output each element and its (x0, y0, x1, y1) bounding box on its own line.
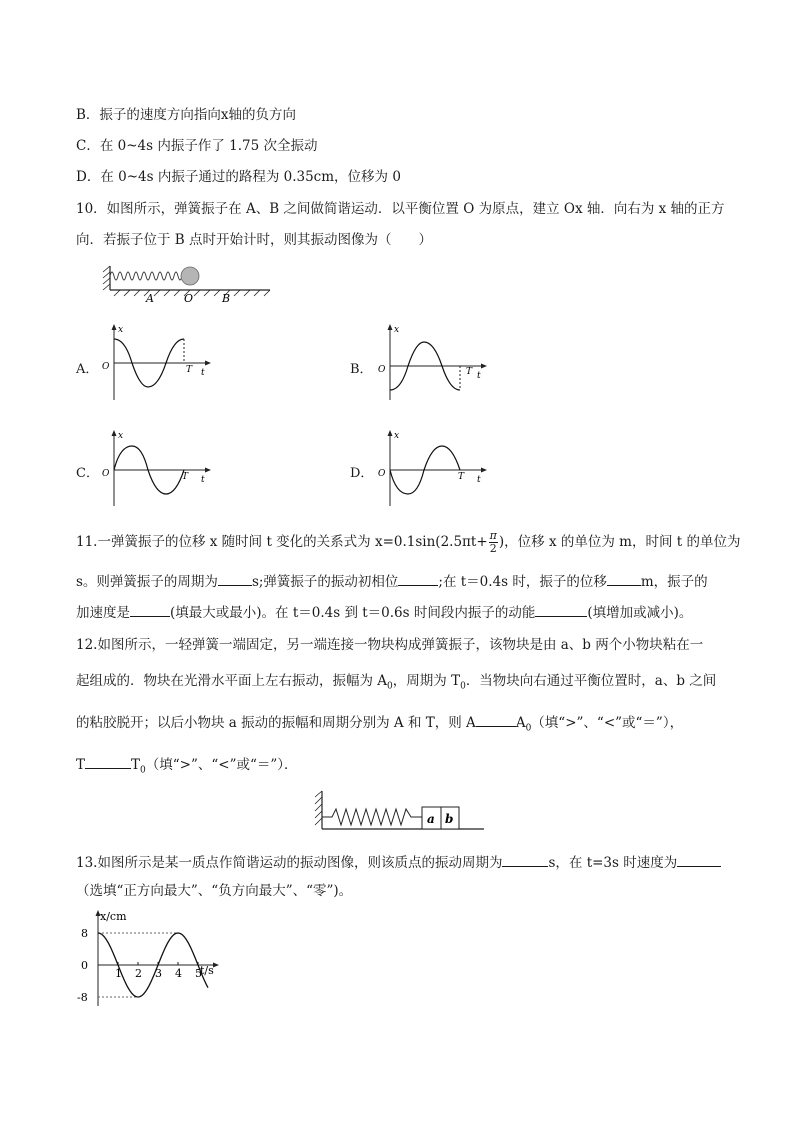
point-label-b: B (222, 292, 231, 304)
q12-stem-line1: 12.如图所示，一轻弹簧一端固定，另一端连接一物块构成弹簧振子，该物块是由 a、b 两个小物块粘在一 (76, 637, 704, 653)
q11-text-2c: ;在 t＝0.4s 时，振子的位移 (438, 574, 607, 590)
q11-stem-line2 (76, 570, 708, 590)
q12-stem-line3 (76, 711, 683, 734)
point-label-a: A (146, 292, 154, 304)
y-tick-label-neg8: -8 (77, 991, 88, 1004)
q12-text-2c: ．当物块向右通过平衡位置时，a、b 之间 (465, 673, 717, 689)
period-label: T (186, 365, 193, 375)
q12-text-4a: T (76, 757, 86, 773)
q11-text-2d: m，振子的 (640, 574, 708, 590)
q12-text-2a: 起组成的．物块在光滑水平面上左右振动，振幅为 A (76, 673, 388, 689)
answer-blank-period[interactable] (502, 854, 548, 867)
axis-x-label: x (394, 431, 400, 441)
x-tick-label: 5 (195, 967, 202, 980)
origin-label: O (102, 362, 110, 372)
q10-spring-figure (100, 262, 275, 304)
q9-option-d: D．在 0~4s 内振子通过的路程为 0.35cm，位移为 0 (76, 169, 401, 185)
q11-text-1b: )，位移 x 的单位为 m，时间 t 的单位为 (498, 534, 741, 550)
q11-text-3b: (填最大或最小)。在 t＝0.4s 到 t＝0.6s 时间段内振子的动能 (170, 605, 536, 621)
origin-label: O (378, 469, 386, 479)
q11-text-2a: s。则弹簧振子的周期为 (76, 574, 218, 590)
q11-stem-line3 (76, 601, 692, 621)
q11-text-3c: (填增加或减小)。 (587, 605, 693, 621)
q10-stem-line2: 向．若振子位于 B 点时开始计时，则其振动图像为（ ） (76, 232, 433, 248)
q13-stem-line2: （选填“正方向最大”、“负方向最大”、“零”)。 (76, 883, 353, 899)
answer-blank-period-compare[interactable] (85, 756, 131, 769)
axis-t-label: t (477, 371, 481, 381)
answer-blank-kinetic-energy[interactable] (535, 604, 587, 617)
q12-text-3b: A (515, 715, 526, 731)
option-b-graph (376, 322, 491, 402)
fraction-numerator: π (489, 529, 497, 542)
y-tick-label-8: 8 (81, 927, 88, 940)
q12-text-4b: T (131, 757, 141, 773)
origin-label: O (102, 469, 110, 479)
x-tick-label: 3 (155, 967, 162, 980)
q11-fraction (489, 530, 498, 555)
option-d-graph (376, 428, 491, 508)
q13-text-1b: s，在 t=3s 时速度为 (548, 855, 678, 871)
q11-text-3a: 加速度是 (76, 605, 130, 621)
block-b-label: b (445, 812, 454, 826)
option-b-label: B． (350, 362, 373, 377)
axis-t-label: t (201, 368, 205, 378)
q12-text-3a: 的粘胶脱开；以后小物块 a 振动的振幅和周期分别为 A 和 T，则 A (76, 715, 476, 731)
x-tick-label: 1 (115, 967, 122, 980)
answer-blank-phase[interactable] (398, 573, 438, 586)
origin-label: O (378, 365, 386, 375)
answer-blank-acceleration[interactable] (130, 604, 170, 617)
answer-blank-displacement[interactable] (607, 573, 641, 586)
q13-text-1a: 13.如图所示是某一质点作简谐运动的振动图像，则该质点的振动周期为 (76, 855, 503, 871)
option-d-label: D． (350, 466, 374, 481)
subscript-0: 0 (387, 681, 393, 692)
q13-stem-line1 (76, 851, 721, 871)
q11-text-1a: 11.一弹簧振子的位移 x 随时间 t 变化的关系式为 x=0.1sin(2.5πt+ (76, 534, 488, 550)
option-c-graph (100, 428, 215, 508)
q12-stem-line4 (76, 753, 298, 776)
x-axis-arrow (213, 963, 219, 968)
option-a-label: A． (76, 362, 99, 377)
y-tick-label-0: 0 (81, 959, 88, 972)
option-a-graph (100, 322, 215, 402)
block-a-label: a (427, 812, 435, 826)
q12-spring-block-figure (312, 787, 488, 837)
axis-t-label: t (477, 475, 481, 485)
q11-text-2b: s;弹簧振子的振动初相位 (251, 574, 399, 590)
q12-text-4c: （填“>”、“<”或“＝”）． (145, 757, 298, 773)
x-tick-label: 2 (135, 967, 142, 980)
q13-vibration-chart (66, 908, 230, 1008)
x-axis-label: t/s (200, 964, 214, 977)
period-label: T (458, 472, 465, 482)
axis-t-label: t (201, 475, 205, 485)
point-label-o: O (184, 292, 194, 304)
subscript-0: 0 (525, 723, 532, 734)
answer-blank-velocity[interactable] (677, 854, 721, 867)
axis-x-label: x (118, 325, 124, 335)
axis-x-label: x (118, 431, 124, 441)
q12-text-3c: （填“>”、“<”或“＝”）， (531, 715, 684, 731)
oscillator-ball-icon (181, 267, 199, 285)
q12-stem-line2 (76, 669, 716, 692)
option-c-label: C． (76, 466, 99, 481)
period-label: T (466, 367, 473, 377)
answer-blank-period[interactable] (218, 573, 252, 586)
q9-option-c: C．在 0~4s 内振子作了 1.75 次全振动 (76, 138, 318, 154)
subscript-0: 0 (460, 681, 466, 692)
period-label: T (182, 472, 189, 482)
q11-stem-line1 (76, 530, 740, 555)
answer-blank-amplitude[interactable] (476, 714, 516, 727)
x-tick-label: 4 (175, 967, 182, 980)
y-axis-label: x/cm (100, 910, 127, 923)
q9-option-b: B．振子的速度方向指向x轴的负方向 (76, 107, 297, 123)
q12-text-2b: ，周期为 T (392, 673, 461, 689)
subscript-0: 0 (140, 765, 146, 776)
fraction-denominator: 2 (489, 542, 497, 555)
axis-x-label: x (394, 325, 400, 335)
q10-stem-line1: 10．如图所示，弹簧振子在 A、B 之间做简谐运动．以平衡位置 O 为原点，建立 Ox 轴．向右为 x 轴的正方 (76, 201, 725, 217)
